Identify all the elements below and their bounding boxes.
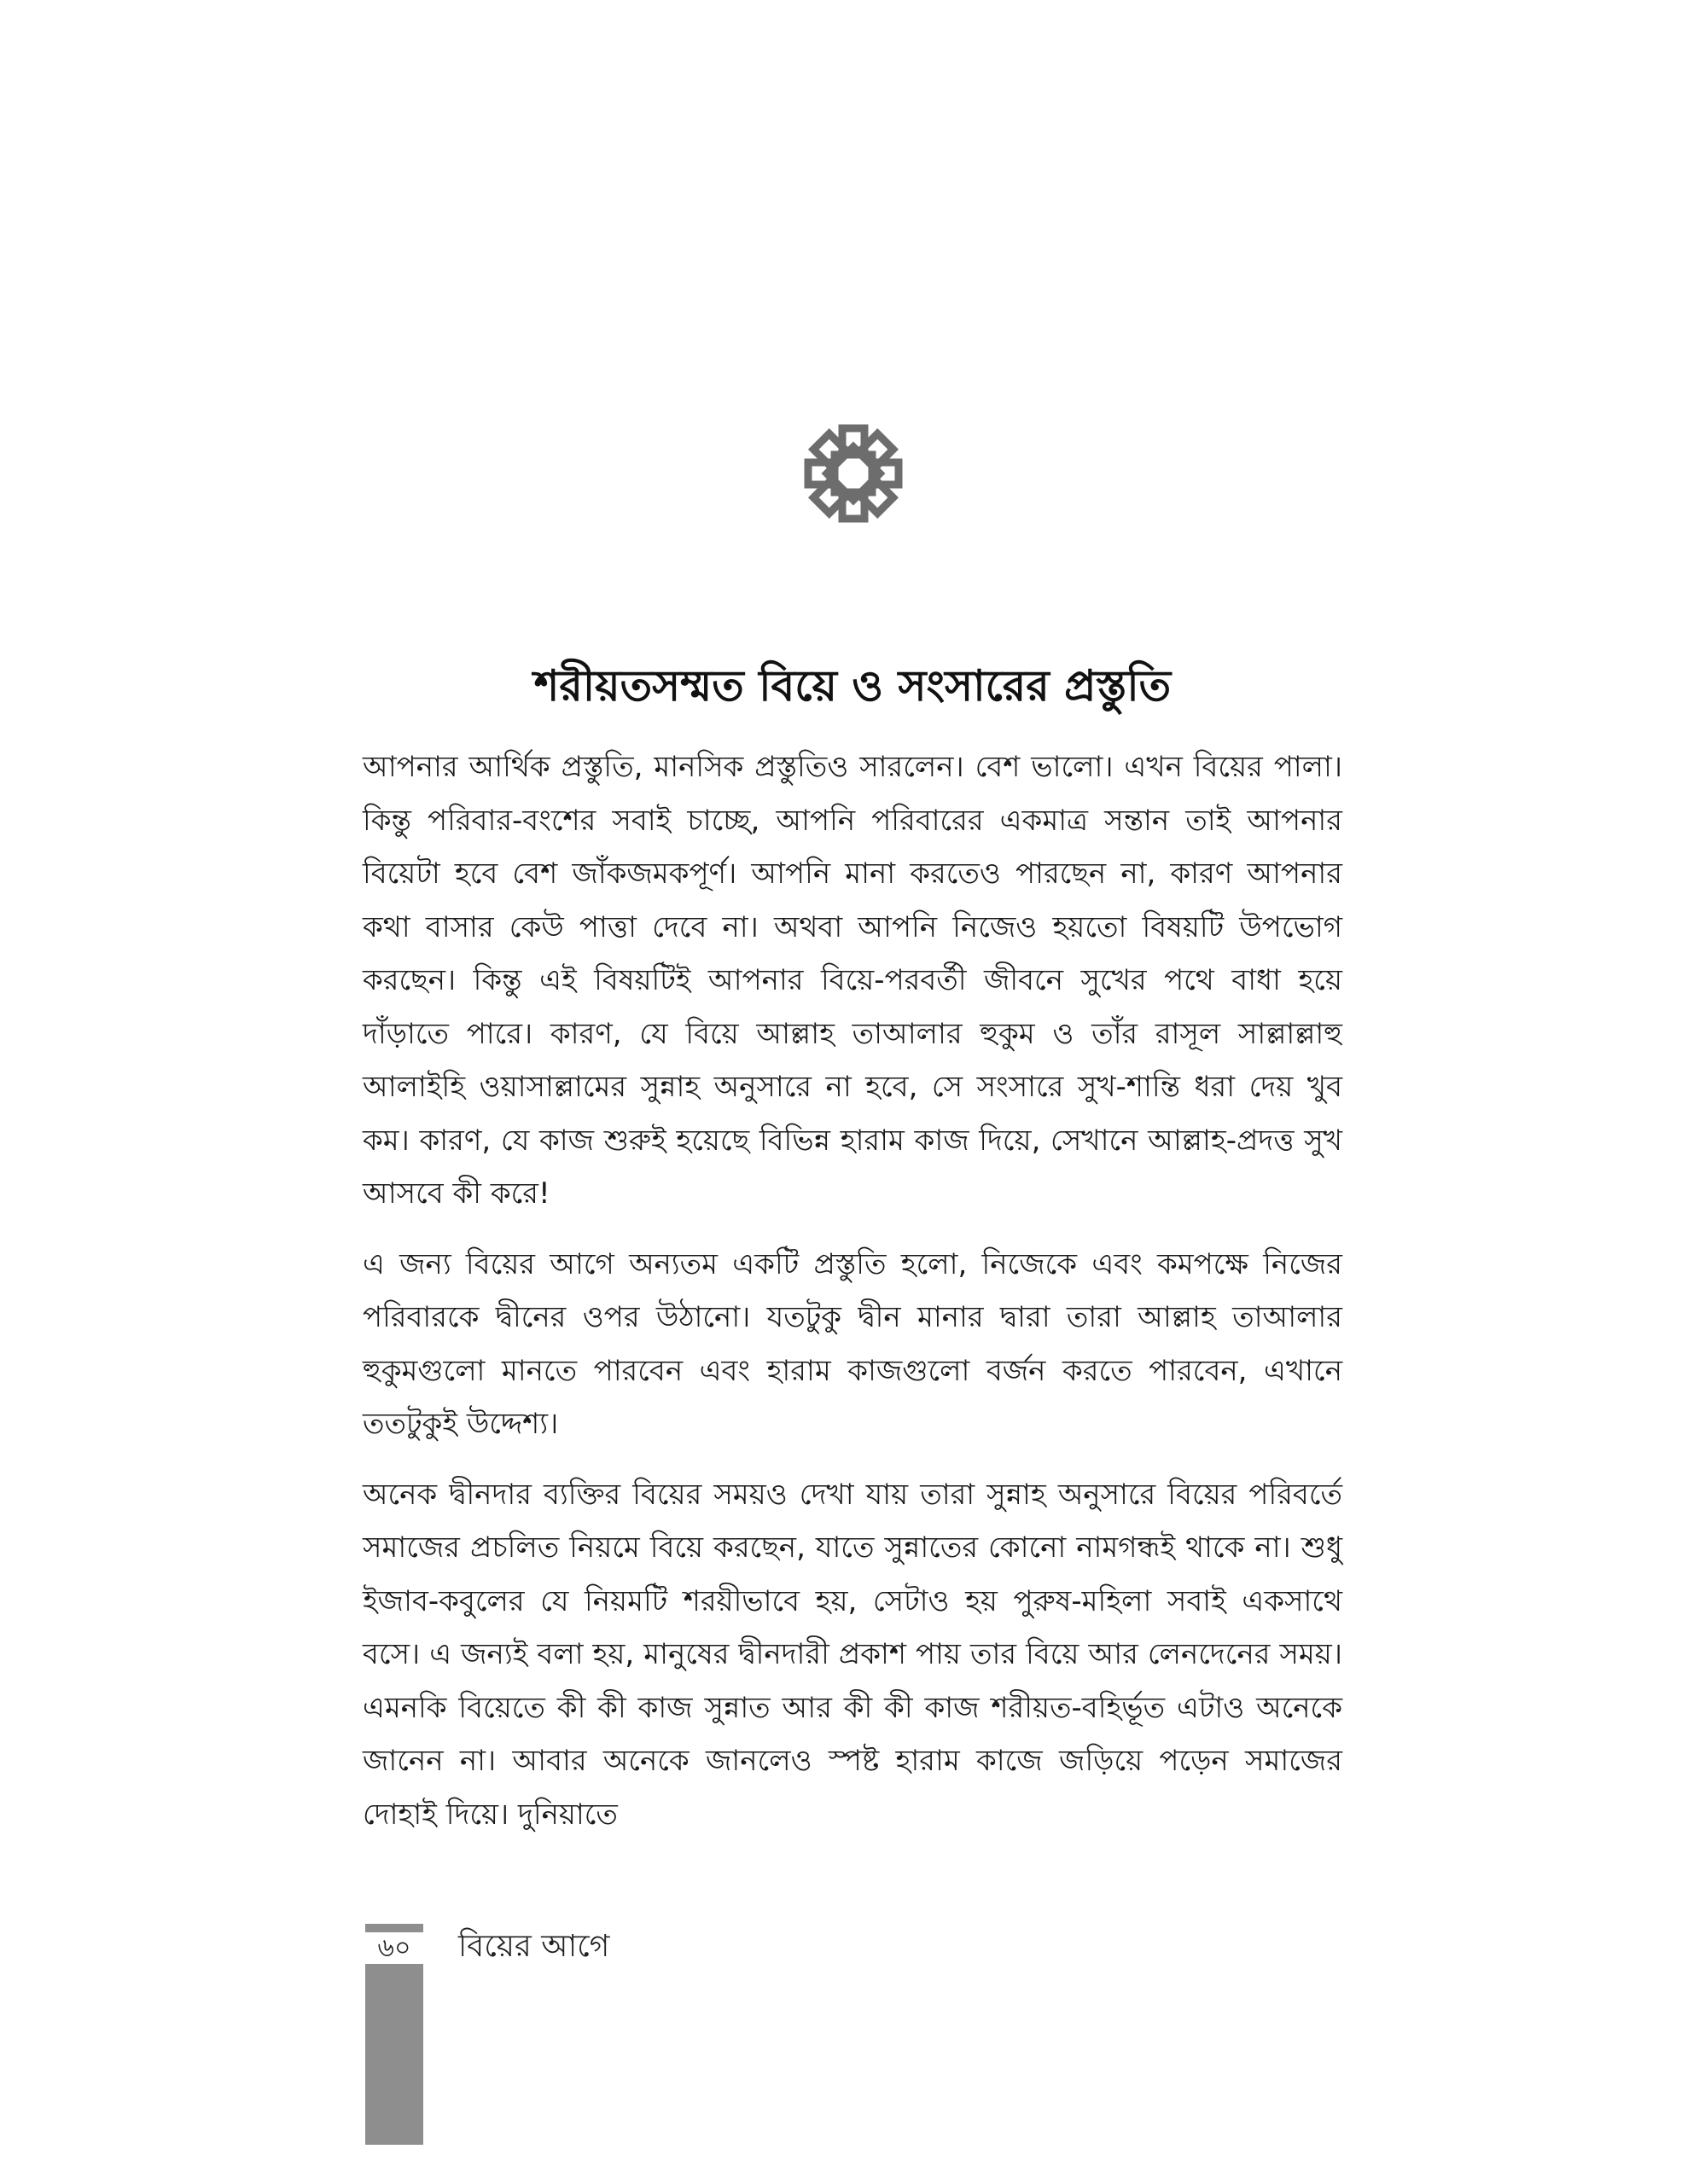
footer-bar-cap bbox=[365, 1924, 423, 1932]
ornament-icon bbox=[789, 410, 917, 537]
page-number: ৬০ bbox=[377, 1933, 411, 1963]
paragraph-3: অনেক দ্বীনদার ব্যক্তির বিয়ের সময়ও দেখা যায় তারা সুন্নাহ অনুসারে বিয়ের পরিবর্তে সমাজের প্রচলিত নিয়মে বিয়ে করছেন, যাতে সুন্নাতের কোনো নামগন্ধই থাকে না। শুধু ইজাব-কবুলের যে নিয়মটি শরয়ীভাবে হয়, সেটাও হয় পুরুষ-মহিলা সবাই একসাথে বসে। এ জন্যই বলা হয়, মানুষের দ্বীনদারী প্রকাশ পায় তার বিয়ে আর লেনদেনের সময়। এমনকি বিয়েতে কী কী কাজ সুন্নাত আর কী কী কাজ শরীয়ত-বহির্ভূত এটাও অনেকে জানেন না। আবার অনেকে জানলেও স্পষ্ট হারাম কাজে জড়িয়ে পড়েন সমাজের দোহাই দিয়ে। দুনিয়াতে bbox=[363, 1477, 1342, 1832]
footer-bar bbox=[365, 1964, 423, 2145]
body-text bbox=[363, 741, 1342, 1858]
paragraph-1: আপনার আর্থিক প্রস্তুতি, মানসিক প্রস্তুতিও সারলেন। বেশ ভালো। এখন বিয়ের পালা। কিন্তু পরিবার-বংশের সবাই চাচ্ছে, আপনি পরিবারের একমাত্র সন্তান তাই আপনার বিয়েটা হবে বেশ জাঁকজমকপূর্ণ। আপনি মানা করতেও পারছেন না, কারণ আপনার কথা বাসার কেউ পাত্তা দেবে না। অথবা আপনি নিজেও হয়তো বিষয়টি উপভোগ করছেন। কিন্তু এই বিষয়টিই আপনার বিয়ে-পরবর্তী জীবনে সুখের পথে বাধা হয়ে দাঁড়াতে পারে। কারণ, যে বিয়ে আল্লাহ তাআলার হুকুম ও তাঁর রাসূল সাল্লাল্লাহু আলাইহি ওয়াসাল্লামের সুন্নাহ অনুসারে না হবে, সে সংসারে সুখ-শান্তি ধরা দেয় খুব কম। কারণ, যে কাজ শুরুই হয়েছে বিভিন্ন হারাম কাজ দিয়ে, সেখানে আল্লাহ-প্রদত্ত সুখ আসবে কী করে! bbox=[363, 750, 1342, 1211]
paragraph-2: এ জন্য বিয়ের আগে অন্যতম একটি প্রস্তুতি হলো, নিজেকে এবং কমপক্ষে নিজের পরিবারকে দ্বীনের ওপর উঠানো। যতটুকু দ্বীন মানার দ্বারা তারা আল্লাহ তাআলার হুকুমগুলো মানতে পারবেন এবং হারাম কাজগুলো বর্জন করতে পারবেন, এখানে ততটুকুই উদ্দেশ্য। bbox=[363, 1246, 1342, 1441]
chapter-title: শরীয়তসম্মত বিয়ে ও সংসারের প্রস্তুতি bbox=[533, 661, 1172, 711]
running-title: বিয়ের আগে bbox=[458, 1929, 610, 1964]
